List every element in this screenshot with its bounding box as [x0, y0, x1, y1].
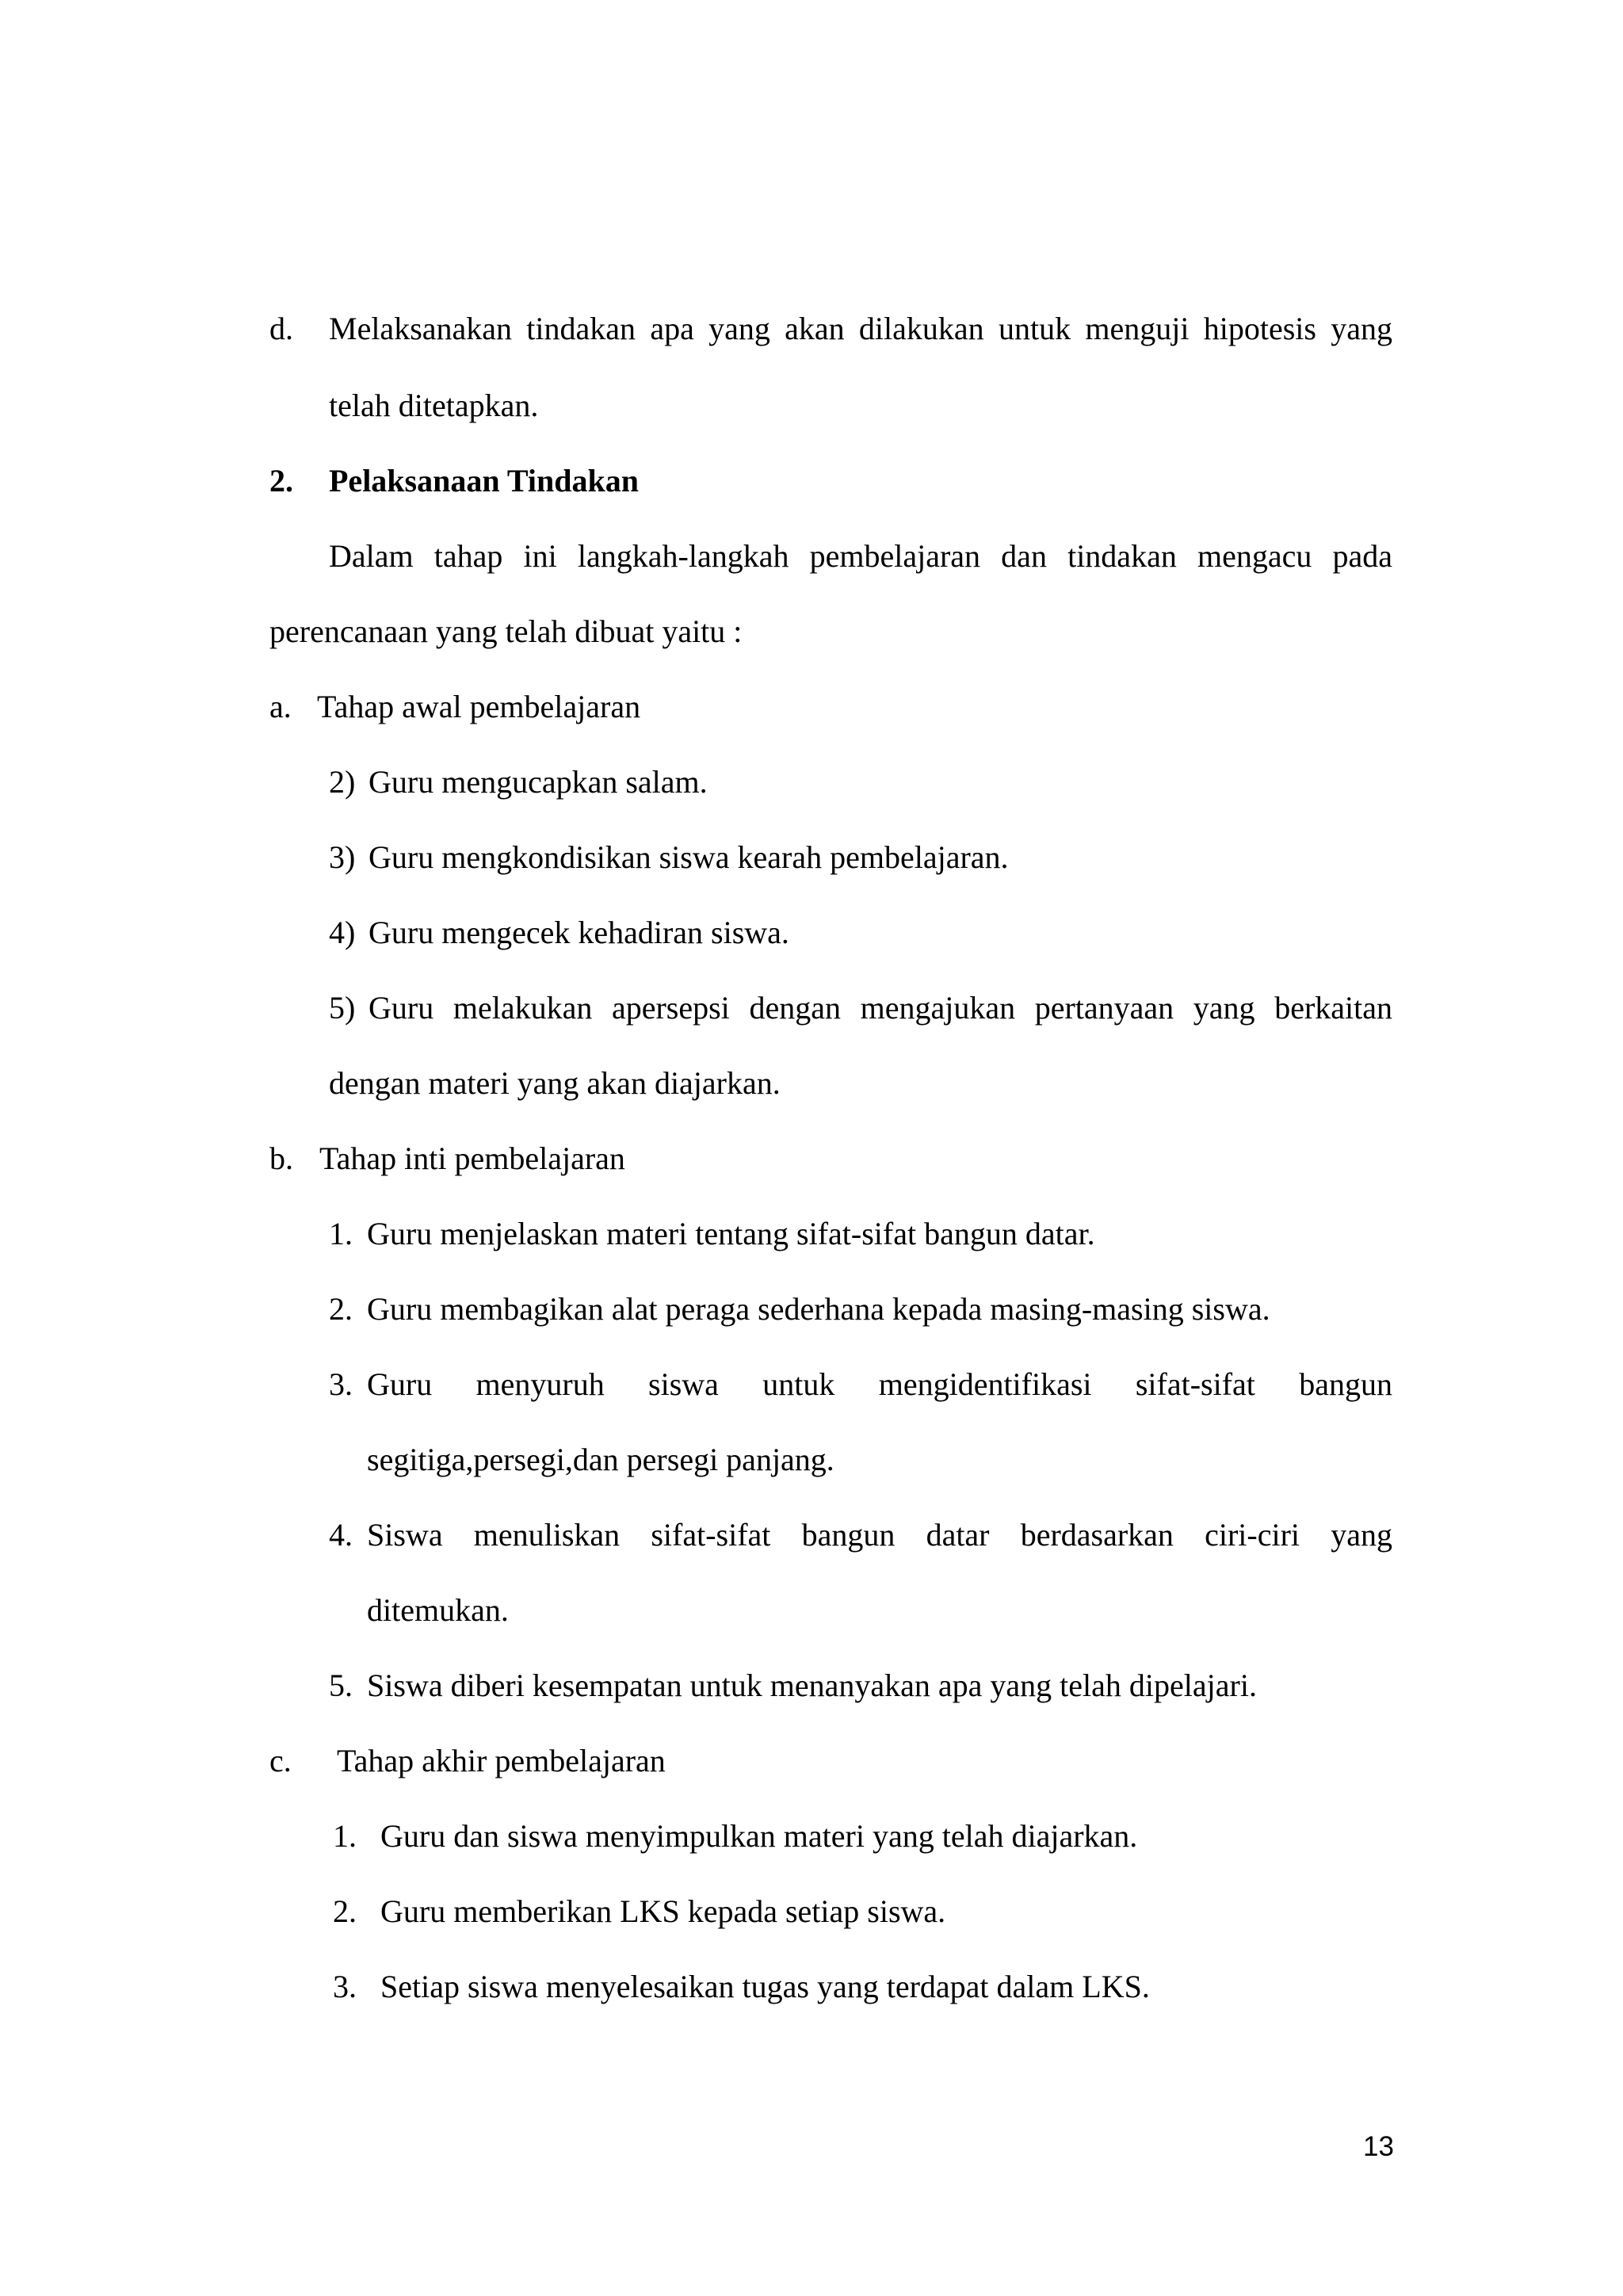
stage-c-item-text: Guru memberikan LKS kepada setiap siswa.	[380, 1893, 946, 1929]
stage-a-item-num: 3)	[329, 839, 356, 875]
list-item-d-line1: Melaksanakan tindakan apa yang akan dilakukan untuk menguji hipotesis yang	[329, 311, 1392, 346]
stage-b-item-num: 4.	[329, 1517, 353, 1553]
section-2-heading: Pelaksanaan Tindakan	[329, 463, 639, 499]
stage-b-item-num: 5.	[329, 1668, 353, 1703]
list-item-d-line2: telah ditetapkan.	[329, 388, 539, 423]
stage-a-item-text: Guru melakukan apersepsi dengan mengajukan pertanyaan yang berkaitan	[369, 990, 1392, 1026]
stage-b-item-num: 2.	[329, 1291, 353, 1327]
stage-b-item-text-continuation: segitiga,persegi,dan persegi panjang.	[367, 1442, 834, 1477]
stage-a-item-num: 5)	[329, 990, 356, 1026]
stage-b-item-text: Guru membagikan alat peraga sederhana kepada masing-masing siswa.	[367, 1291, 1270, 1327]
stage-c-item-num: 2.	[333, 1893, 357, 1929]
stage-b-item-text: Siswa menuliskan sifat-sifat bangun datar berdasarkan ciri-ciri yang	[367, 1517, 1392, 1553]
section-2-intro-line1: Dalam tahap ini langkah-langkah pembelajaran dan tindakan mengacu pada	[329, 538, 1392, 574]
page-number: 13	[1363, 2131, 1394, 2162]
stage-c-item-text: Setiap siswa menyelesaikan tugas yang terdapat dalam LKS.	[380, 1969, 1150, 2004]
stage-c-marker: c.	[269, 1743, 292, 1778]
stage-c-title: Tahap akhir pembelajaran	[337, 1743, 666, 1778]
stage-c-item-num: 3.	[333, 1969, 357, 2004]
stage-a-marker: a.	[269, 689, 292, 724]
stage-a-item-text-continuation: dengan materi yang akan diajarkan.	[329, 1065, 781, 1101]
stage-b-item-text: Siswa diberi kesempatan untuk menanyakan apa yang telah dipelajari.	[367, 1668, 1257, 1703]
stage-a-item-num: 4)	[329, 915, 356, 950]
stage-a-item-text: Guru mengecek kehadiran siswa.	[369, 915, 789, 950]
stage-c-item-text: Guru dan siswa menyimpulkan materi yang telah diajarkan.	[380, 1818, 1138, 1854]
stage-c-item-num: 1.	[333, 1818, 357, 1854]
section-2-number: 2.	[269, 463, 293, 499]
stage-b-item-num: 1.	[329, 1216, 353, 1251]
stage-b-title: Tahap inti pembelajaran	[319, 1140, 625, 1176]
stage-b-marker: b.	[269, 1140, 293, 1176]
stage-a-item-text: Guru mengkondisikan siswa kearah pembelajaran.	[369, 839, 1009, 875]
section-2-intro-line2: perencanaan yang telah dibuat yaitu :	[269, 613, 743, 649]
stage-b-item-text: Guru menjelaskan materi tentang sifat-sifat bangun datar.	[367, 1216, 1095, 1251]
stage-b-item-num: 3.	[329, 1366, 353, 1402]
list-marker-d: d.	[269, 311, 293, 346]
stage-a-item-text: Guru mengucapkan salam.	[369, 764, 708, 800]
stage-b-item-text-continuation: ditemukan.	[367, 1592, 509, 1628]
stage-b-item-text: Guru menyuruh siswa untuk mengidentifikasi sifat-sifat bangun	[367, 1366, 1392, 1402]
stage-a-title: Tahap awal pembelajaran	[317, 689, 641, 724]
stage-a-item-num: 2)	[329, 764, 356, 800]
